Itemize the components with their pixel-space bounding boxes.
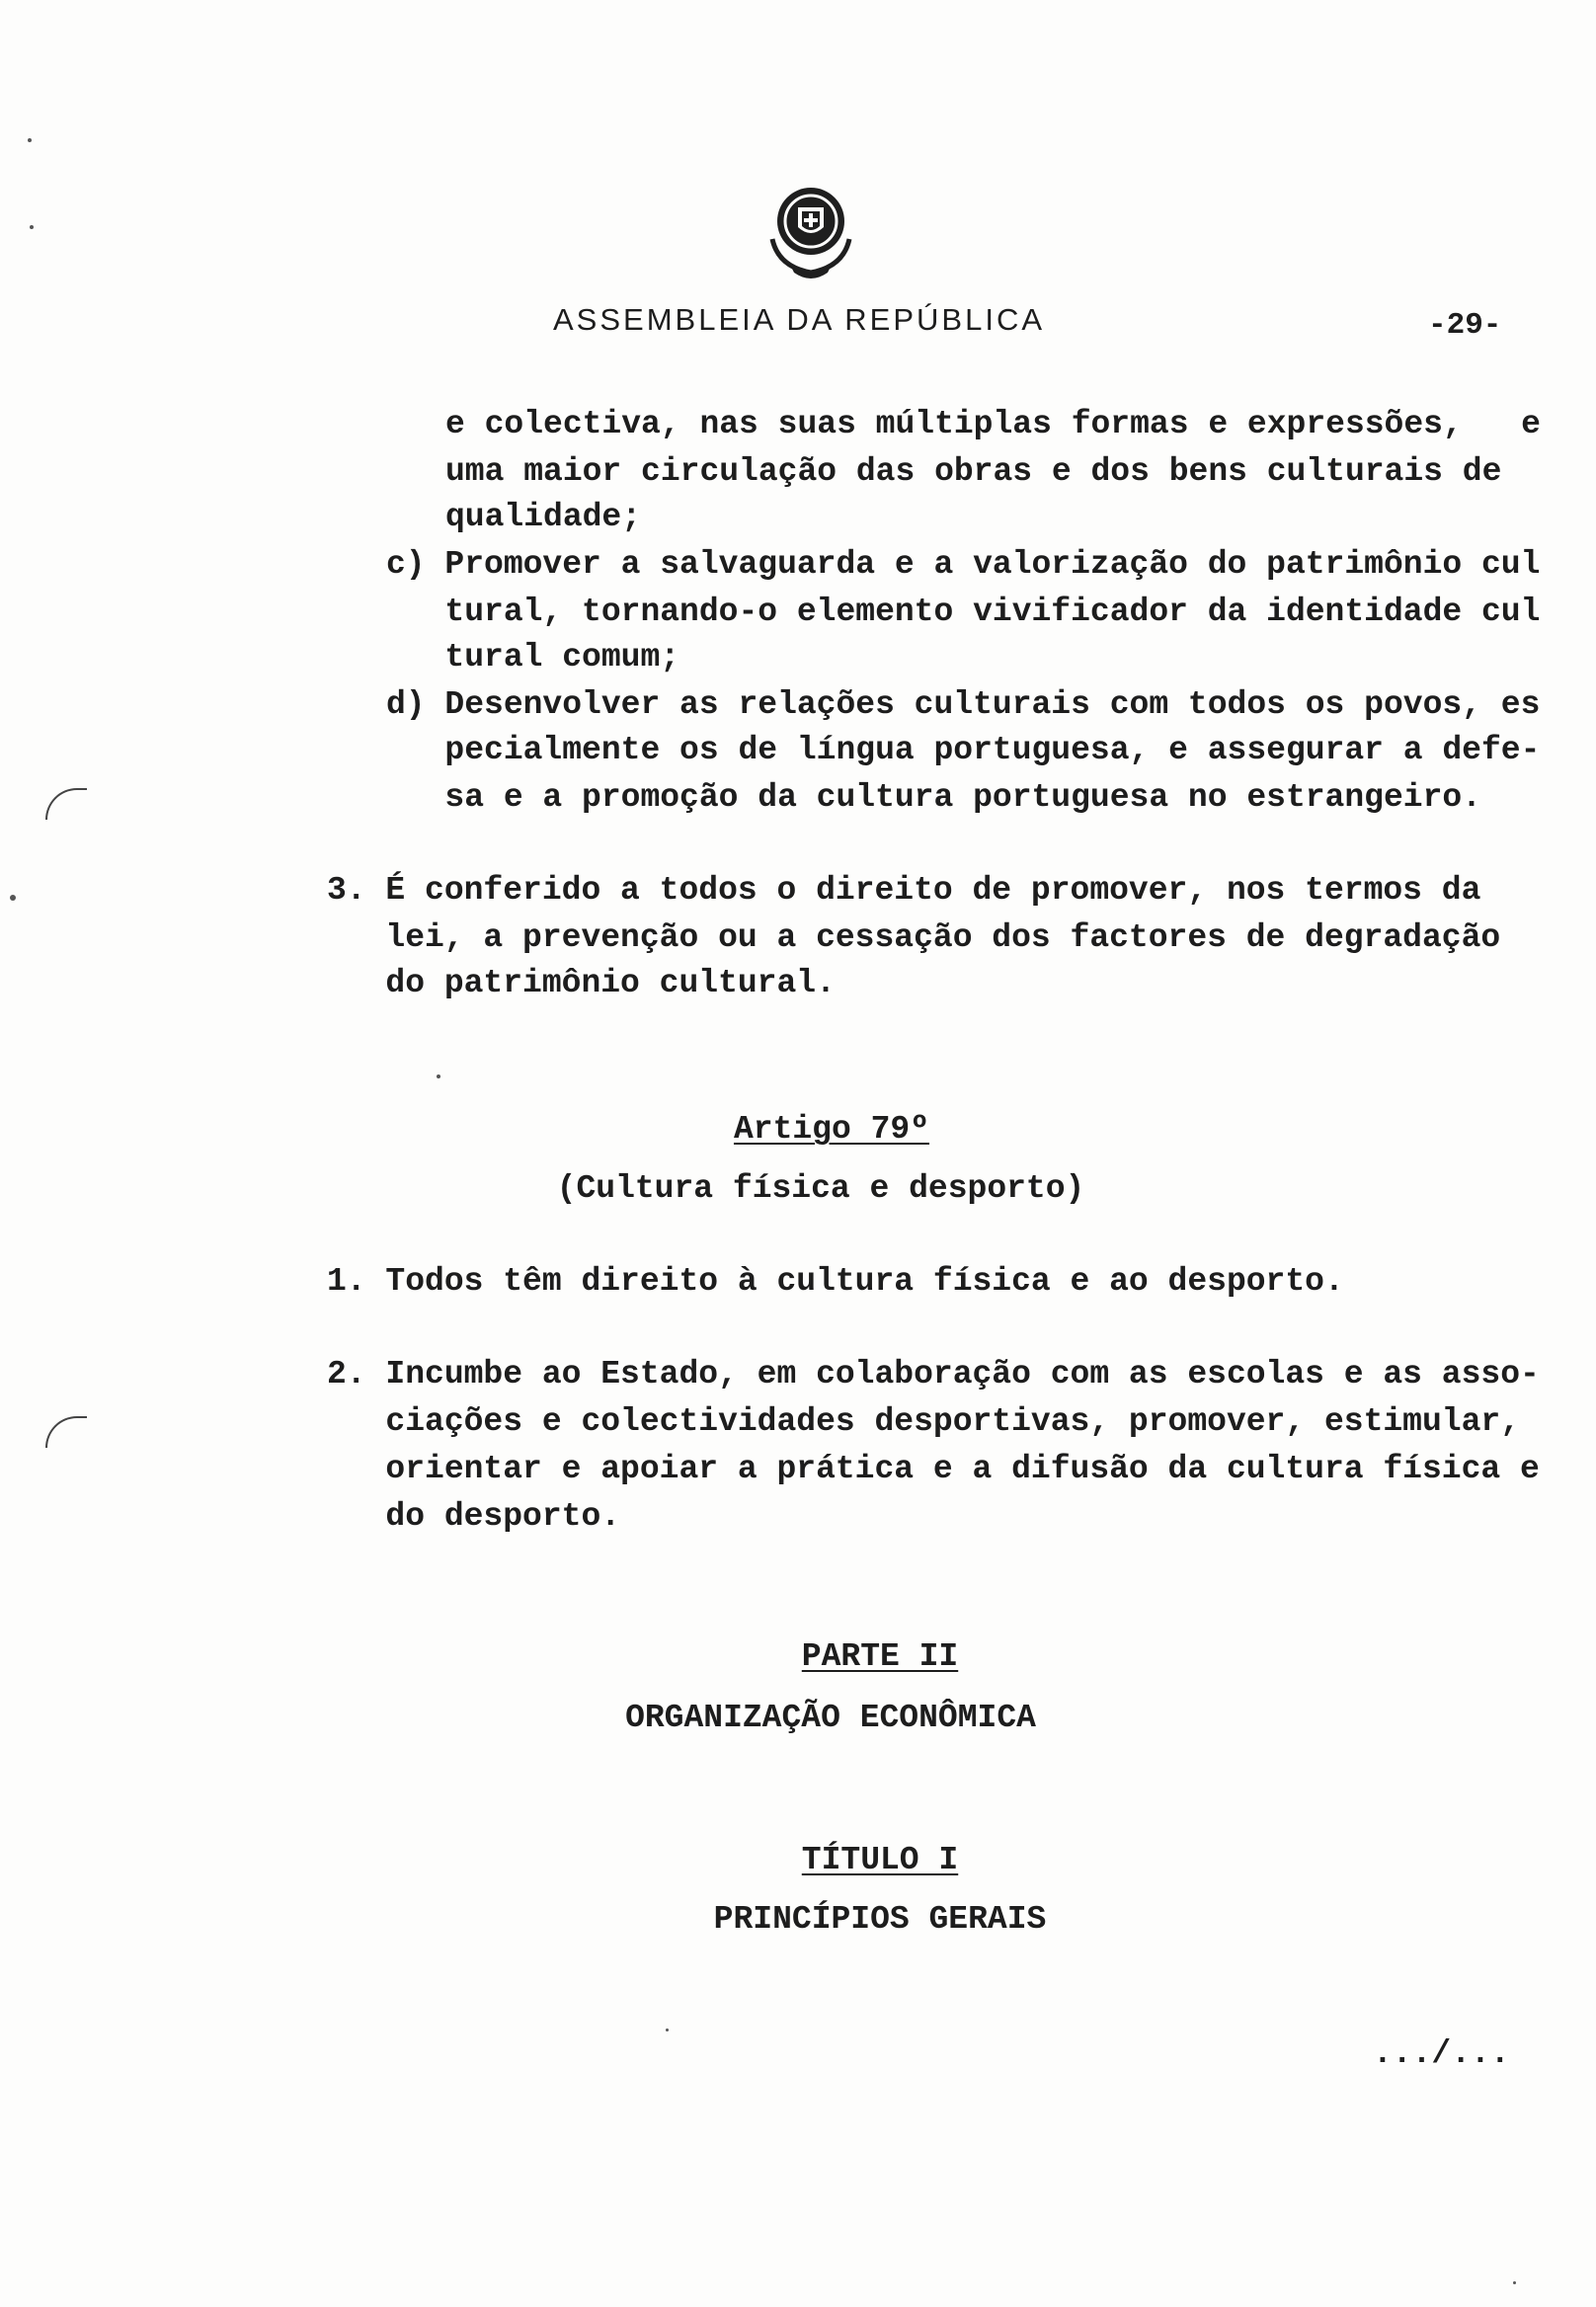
scan-speck (666, 2029, 669, 2031)
item-d-line: pecialmente os de língua portuguesa, e assegurar a defe- (386, 732, 1541, 768)
item-c-line: tural, tornando-o elemento vivificador da identidade cul (386, 594, 1541, 630)
article-subtitle: (Cultura física e desporto) (556, 1170, 1085, 1207)
institution-name: ASSEMBLEIA DA REPÚBLICA (553, 302, 1046, 337)
continuation-line: e colectiva, nas suas múltiplas formas e expressões, e (445, 406, 1541, 442)
titulo-subtitle: PRINCÍPIOS GERAIS (713, 1901, 1047, 1938)
continuation-mark: .../... (1373, 2035, 1510, 2072)
paragraph-2-line: do desporto. (327, 1498, 621, 1535)
titulo-title: TÍTULO I (801, 1842, 959, 1878)
part-title: PARTE II (801, 1638, 959, 1675)
paragraph-1-line: 1. Todos têm direito à cultura física e ao desporto. (327, 1263, 1344, 1300)
article-title: Artigo 79º (733, 1111, 930, 1148)
paragraph-3-line: lei, a prevenção ou a cessação dos factores de degradação (327, 919, 1501, 956)
paragraph-2-line: 2. Incumbe ao Estado, em colaboração com as escolas e as asso- (327, 1356, 1540, 1392)
page-number: -29- (1428, 308, 1502, 343)
scan-speck (437, 1074, 440, 1078)
paragraph-3-line: do patrimônio cultural. (327, 965, 836, 1001)
scan-speck (1513, 2281, 1516, 2284)
item-c-line: c) Promover a salvaguarda e a valorização do patrimônio cul (386, 546, 1541, 583)
punch-hole-mark (45, 788, 87, 820)
item-d-line: d) Desenvolver as relações culturais com todos os povos, es (386, 686, 1541, 723)
scan-speck (28, 138, 32, 142)
punch-hole-mark (45, 1416, 87, 1448)
paragraph-3-line: 3. É conferido a todos o direito de promover, nos termos da (327, 872, 1481, 909)
continuation-line: uma maior circulação das obras e dos bens culturais de (445, 453, 1502, 490)
paragraph-2-line: orientar e apoiar a prática e a difusão da cultura física e (327, 1451, 1540, 1487)
scan-speck (30, 225, 34, 229)
part-subtitle: ORGANIZAÇÃO ECONÔMICA (625, 1700, 1036, 1736)
item-d-line: sa e a promoção da cultura portuguesa no estrangeiro. (386, 779, 1481, 816)
item-c-line: tural comum; (386, 639, 680, 676)
continuation-line: qualidade; (445, 499, 642, 535)
scan-speck (10, 895, 16, 901)
paragraph-2-line: ciações e colectividades desportivas, promover, estimular, (327, 1403, 1520, 1440)
coat-of-arms-emblem (758, 178, 863, 288)
